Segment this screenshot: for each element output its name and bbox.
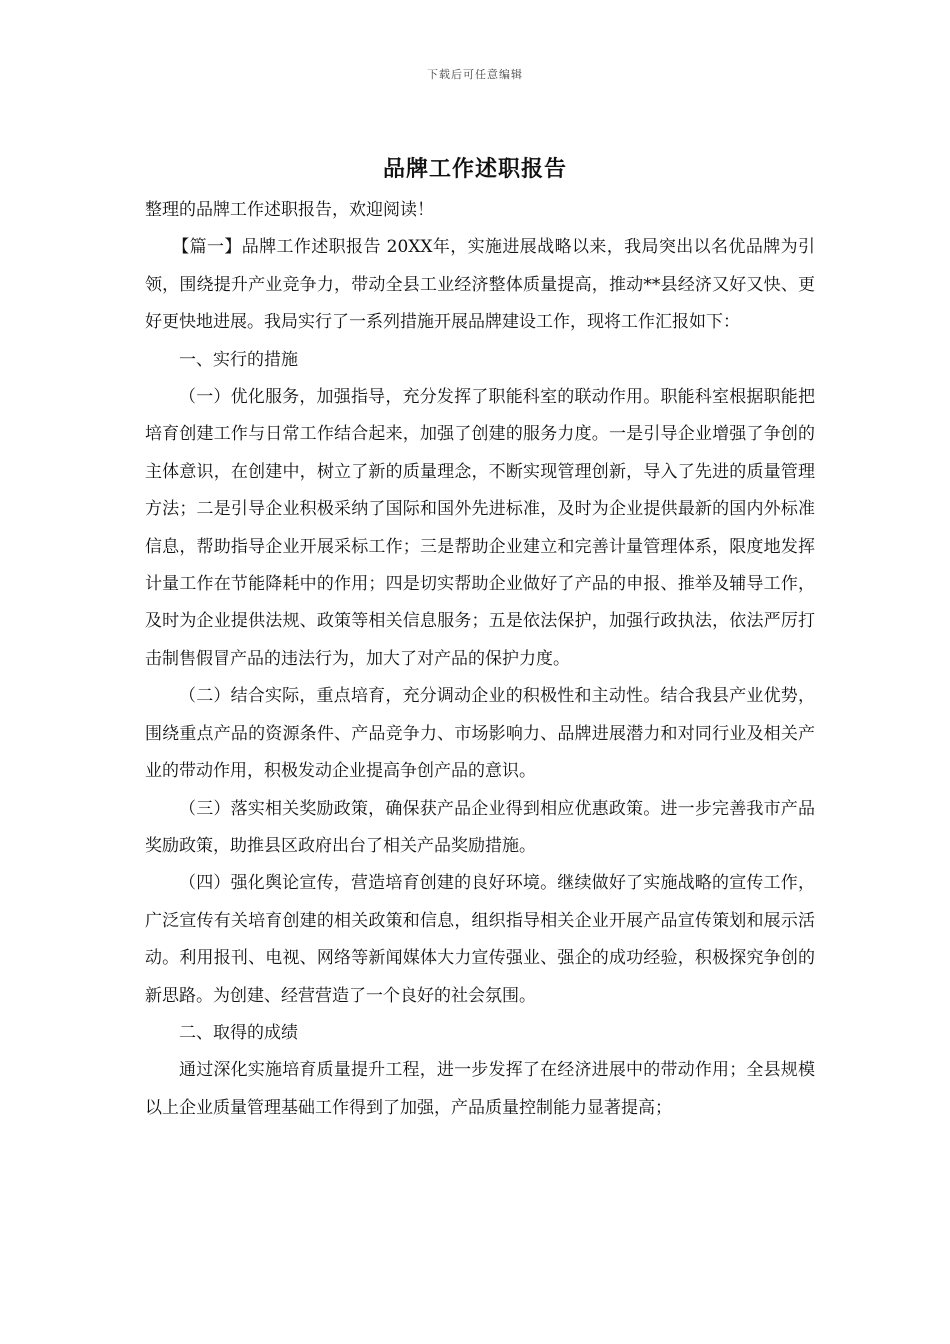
paragraph: 【篇一】品牌工作述职报告 20XX年，实施进展战略以来，我局突出以名优品牌为引领，围绕提升产业竞争力，带动全县工业经济整体质量提高，推动**县经济又好又快、更好更快地进展。我局实行了一系列措施开展品牌建设工作，现将工作汇报如下： [145,237,815,333]
document-title: 品牌工作述职报告 [382,156,567,182]
section-heading: 一、实行的措施 [179,349,298,370]
paragraph: （二）结合实际，重点培育，充分调动企业的积极性和主动性。结合我县产业优势，围绕重点产品的资源条件、产品竞争力、市场影响力、品牌进展潜力和对同行业及相关产业的带动作用，积极发动企业提高争创产品的意识。 [145,686,815,782]
intro-paragraph: 整理的品牌工作述职报告，欢迎阅读！ [145,200,434,220]
paragraph: 通过深化实施培育质量提升工程，进一步发挥了在经济进展中的带动作用；全县规模以上企业质量管理基础工作得到了加强，产品质量控制能力显著提高； [145,1060,815,1118]
header-note: 下载后可任意编辑 [427,68,523,81]
paragraph: （一）优化服务，加强指导，充分发挥了职能科室的联动作用。职能科室根据职能把培育创建工作与日常工作结合起来，加强了创建的服务力度。一是引导企业增强了争创的主体意识，在创建中，树立了新的质量理念，不断实现管理创新，导入了先进的质量管理方法；二是引导企业积极采纳了国际和国外先进标准，及时为企业提供最新的国内外标准信息，帮助指导企业开展采标工作；三是帮助企业建立和完善计量管理体系，限度地发挥计量工作在节能降耗中的作用；四是切实帮助企业做好了产品的申报、推举及辅导工作，及时为企业提供法规、政策等相关信息服务；五是依法保护，加强行政执法，依法严厉打击制售假冒产品的违法行为，加大了对产品的保护力度。 [145,387,815,669]
paragraph: （三）落实相关奖励政策，确保获产品企业得到相应优惠政策。进一步完善我市产品奖励政策，助推县区政府出台了相关产品奖励措施。 [145,798,815,856]
document-body [145,192,815,1127]
section-heading: 二、取得的成绩 [179,1022,298,1043]
paragraph: （四）强化舆论宣传，营造培育创建的良好环境。继续做好了实施战略的宣传工作，广泛宣传有关培育创建的相关政策和信息，组织指导相关企业开展产品宣传策划和展示活动。利用报刊、电视、网络等新闻媒体大力宣传强业、强企的成功经验，积极探究争创的新思路。为创建、经营营造了一个良好的社会氛围。 [145,873,815,1006]
